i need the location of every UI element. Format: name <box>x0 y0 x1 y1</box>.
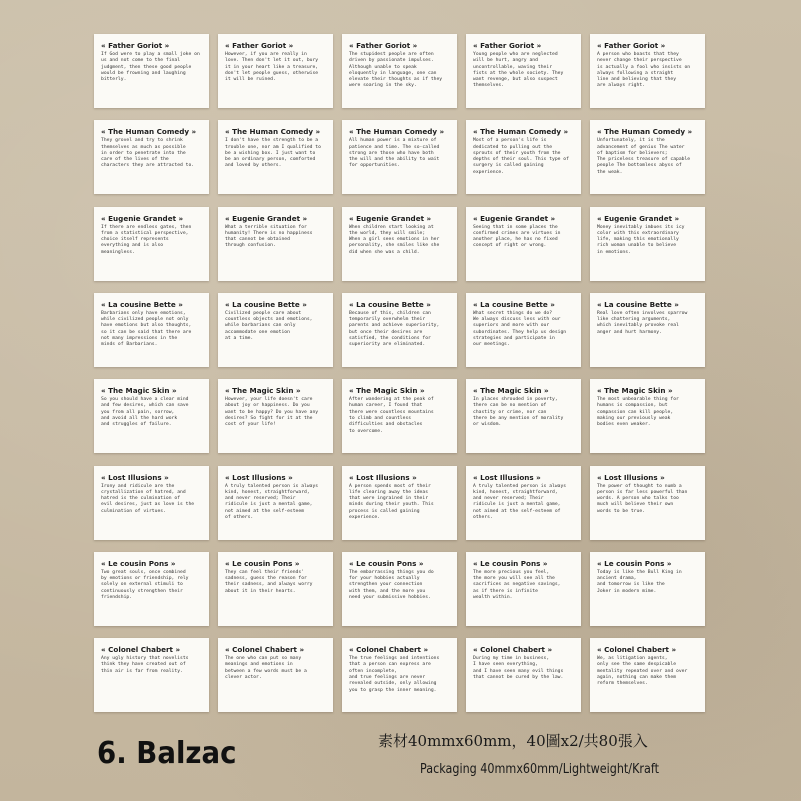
quote-card <box>94 379 209 453</box>
card-quote: The stupidest people are often driven by passionate impulses. Although unable to speak eloquently in language, one can elevate their thoughts as if they were soaring in the sky. <box>349 52 443 89</box>
card-title: « Father Goriot » <box>101 41 170 50</box>
quote-card <box>590 552 705 626</box>
card-quote: A person who boasts that they never change their perspective is actually a fool who insists on always following a straight line and believing that they are always right. <box>597 52 691 89</box>
quote-card <box>94 293 209 367</box>
card-title: « Le cousin Pons » <box>597 558 672 568</box>
card-quote: If there are endless gates, then from a statistical perspective, choice itself represents everything and is also meaningless. <box>101 224 192 255</box>
card-quote: A truly talented person is always kind, honest, straightforward, and never reserved; Their ridicule is just a mental game, not aimed at the self-esteem of others. <box>225 483 319 520</box>
quote-card <box>94 552 209 626</box>
card-title: « Father Goriot » <box>349 41 418 50</box>
quote-card <box>590 638 705 712</box>
card-quote: A person spends most of their life clearing away the ideas that were ingrained in their minds during their youth. This process is called gaining experience. <box>349 483 434 520</box>
card-title: « Father Goriot » <box>225 41 294 50</box>
quote-card <box>342 552 457 626</box>
quote-card <box>342 293 457 367</box>
card-quote: However, if you are really in love. Then don't let it out, bury it in your heart like a treasure, don't let people guess, otherwise it will be ruined. <box>225 52 319 83</box>
card-quote: Any ugly history that novelists think they have created out of thin air is far from reality. <box>101 656 189 674</box>
card-quote: What a terrible situation for humanity! There is no happiness that cannot be obtained through confusion. <box>225 224 313 249</box>
card-title: « Eugenie Grandet » <box>101 213 184 223</box>
card-title: « The Magic Skin » <box>225 386 301 396</box>
quote-card <box>342 379 457 453</box>
quote-card <box>466 34 581 108</box>
card-quote: After wandering at the peak of human career, I found that there were countless mountains to climb and countless difficulties and obstacles to overcome. <box>349 397 434 434</box>
card-title: « Father Goriot » <box>473 41 542 50</box>
card-quote: The true feelings and intentions that a person can express are often incomplete, and true feelings are never revealed outside, only allowing you to grasp the inner meaning. <box>349 656 440 693</box>
quote-card <box>218 207 333 281</box>
card-title: « La cousine Bette » <box>473 299 555 309</box>
card-title: « The Human Comedy » <box>597 127 693 137</box>
card-title: « The Human Comedy » <box>349 127 445 137</box>
card-title: « La cousine Bette » <box>349 299 431 309</box>
quote-card <box>342 120 457 194</box>
card-quote: So you should have a clear mind and few desires, which can save you from all pain, sorrow, and avoid all the hard work and struggles of failure. <box>101 397 189 428</box>
card-grid <box>90 34 710 693</box>
card-quote: The one who can put so many meanings and emotions in between a few words must be a clever actor. <box>225 656 307 680</box>
card-quote: Barbarians only have emotions, while civilized people not only have emotions but also thoughts, so it can be said that there are not many impressions in the minds of Barbarians. <box>101 310 192 348</box>
card-title: « Le cousin Pons » <box>101 558 176 568</box>
card-quote: When children start looking at the world, they will smile; When a girl sees emotions in her personality, she smiles like she did when she was a child. <box>349 224 440 255</box>
card-quote: Irony and ridicule are the crystallization of hatred, and hatred is the culmination of evil desires, just as love is the culmination of virtues. <box>101 483 195 514</box>
series-title: 6. Balzac <box>97 736 237 771</box>
card-title: « Lost Illusions » <box>597 472 665 482</box>
quote-card <box>342 638 457 712</box>
card-title: « Colonel Chabert » <box>597 645 677 655</box>
card-title: « The Magic Skin » <box>101 386 177 396</box>
card-quote: However, your life doesn't care about joy or happiness. Do you want to be happy? Do you have any desires? So fight for it at the cost of your life! <box>225 397 319 428</box>
card-title: « Lost Illusions » <box>101 472 169 482</box>
card-title: « The Magic Skin » <box>597 386 673 396</box>
card-title: « The Human Comedy » <box>473 127 569 137</box>
card-quote: Two great souls, once combined by emotions or friendship, rely solely on external stimuli to continuously strengthen their friendship. <box>101 569 189 600</box>
quote-card <box>342 34 457 108</box>
card-quote: What secret things do we do? We always discuss less with our superiors and more with our subordinates. They help us design strategies and participate in our meetings. <box>473 310 567 348</box>
card-quote: They can feel their friends' sadness, guess the reason for their sadness, and always worry about it in their hearts. <box>225 569 313 594</box>
card-quote: I don't have the strength to be a trouble one, nor am I qualified to be a wishing box. I just want to be an ordinary person, comforted and loved by others. <box>225 138 321 169</box>
card-quote: Real love often involves sparrow like chattering arguments, which inevitably provoke real anger and hurt harmony. <box>597 310 688 335</box>
card-title: « Eugenie Grandet » <box>473 213 556 223</box>
quote-card <box>94 207 209 281</box>
quote-card <box>590 34 705 108</box>
card-title: « Le cousin Pons » <box>473 558 548 568</box>
card-quote: Unfortunately, it is the advancement of genius The water of baptism for believers; The priceless treasure of capable people The bottomless abyss of the weak. <box>597 138 691 175</box>
card-quote: We, as litigation agents, only see the same despicable mentality repeated over and over again, nothing can make them reform themselves. <box>597 656 688 687</box>
card-quote: The embarrassing things you do for your hobbies actually strengthen your connection with them, and the more you need your submissive hobbies. <box>349 569 434 600</box>
card-title: « The Magic Skin » <box>473 386 549 396</box>
card-quote: Today is like the Bull King in ancient drama, and tomorrow is like the Joker in modern mime. <box>597 569 682 594</box>
card-quote: Seeing that in some places the confirmed crimes are virtues in another place, he has no fixed concept of right or wrong. <box>473 224 561 249</box>
card-title: « Eugenie Grandet » <box>349 213 432 223</box>
card-quote: Because of this, children can temporarily overwhelm their parents and achieve superiority, but once their desires are satisfied, the conditions for superiority are eliminated. <box>349 310 440 348</box>
spec-english: Packaging 40mmx60mm/Lightweight/Kraft <box>420 762 659 777</box>
quote-card <box>590 207 705 281</box>
quote-card <box>218 34 333 108</box>
quote-card <box>466 207 581 281</box>
card-title: « Lost Illusions » <box>473 472 541 482</box>
card-quote: A truly talented person is always kind, honest, straightforward, and never reserved; Their ridicule is just a mental game, not aimed at the self-esteem of others. <box>473 483 567 520</box>
card-title: « Eugenie Grandet » <box>225 213 308 223</box>
quote-card <box>342 207 457 281</box>
quote-card <box>590 466 705 540</box>
card-quote: They grovel and try to shrink themselves as much as possible in order to penetrate into the care of the lives of the characters they are attracted to. <box>101 138 195 169</box>
card-quote: Young people who are neglected will be hurt, angry and uncontrollable, waving their fists at the whole society. They want revenge, but also suspect themselves. <box>473 52 564 89</box>
quote-card <box>466 293 581 367</box>
card-quote: Money inevitably imbues its icy color with this extraordinary life, making this emotionally rich woman unable to believe in emotions. <box>597 224 685 255</box>
card-quote: All human power is a mixture of patience and time. The so-called strong are those who have both the will and the ability to wait for opportunities. <box>349 138 440 169</box>
quote-card <box>590 120 705 194</box>
spec-chinese: 素材40mmx60mm，40圖x2/共80張入 <box>378 732 648 750</box>
card-title: « Le cousin Pons » <box>225 558 300 568</box>
quote-card <box>218 466 333 540</box>
quote-card <box>590 379 705 453</box>
quote-card <box>94 638 209 712</box>
card-title: « The Human Comedy » <box>225 127 321 137</box>
quote-card <box>466 466 581 540</box>
card-title: « Colonel Chabert » <box>349 645 429 655</box>
card-quote: During my time in business, I have seen everything, and I have seen many evil things that cannot be cured by the law. <box>473 656 564 680</box>
quote-card <box>218 552 333 626</box>
card-quote: Most of a person's life is dedicated to pulling out the sprouts of their youth from the depths of their soul. This type of surgery is called gaining experience. <box>473 138 569 175</box>
card-title: « The Magic Skin » <box>349 386 425 396</box>
card-quote: The power of thought to numb a person is far less powerful than words. A person who talks too much will believe their own words to be true. <box>597 483 688 514</box>
quote-card <box>218 379 333 453</box>
card-title: « La cousine Bette » <box>597 299 679 309</box>
quote-card <box>94 34 209 108</box>
quote-card <box>342 466 457 540</box>
card-title: « Lost Illusions » <box>349 472 417 482</box>
card-title: « La cousine Bette » <box>101 299 183 309</box>
quote-card <box>466 379 581 453</box>
card-quote: Civilized people care about countless objects and emotions, while barbarians can only accommodate one emotion at a time. <box>225 310 313 342</box>
quote-card <box>94 120 209 194</box>
card-title: « Colonel Chabert » <box>225 645 305 655</box>
card-quote: In places shrouded in poverty, there can be no mention of chastity or crime, nor can there be any mention of morality or wisdom. <box>473 397 564 428</box>
card-title: « Le cousin Pons » <box>349 558 424 568</box>
quote-card <box>466 638 581 712</box>
card-title: « Eugenie Grandet » <box>597 213 680 223</box>
quote-card <box>466 120 581 194</box>
quote-card <box>466 552 581 626</box>
card-title: « Colonel Chabert » <box>101 645 181 655</box>
card-quote: The most unbearable thing for humans is compassion, but compassion can kill people, making our previously weak bodies even weaker. <box>597 397 679 428</box>
quote-card <box>218 293 333 367</box>
card-title: « Colonel Chabert » <box>473 645 553 655</box>
quote-card <box>218 120 333 194</box>
quote-card <box>590 293 705 367</box>
card-quote: The more precious you feel, the more you will see all the sacrifices as negative savings, as if there is infinite wealth within. <box>473 569 561 600</box>
card-title: « The Human Comedy » <box>101 127 197 137</box>
quote-card <box>218 638 333 712</box>
card-title: « Lost Illusions » <box>225 472 293 482</box>
card-quote: If God were to play a small joke on us and not come to the final judgment, then these good people would be frowning and laughing bitterly. <box>101 52 200 83</box>
card-title: « Father Goriot » <box>597 41 666 50</box>
quote-card <box>94 466 209 540</box>
card-title: « La cousine Bette » <box>225 299 307 309</box>
